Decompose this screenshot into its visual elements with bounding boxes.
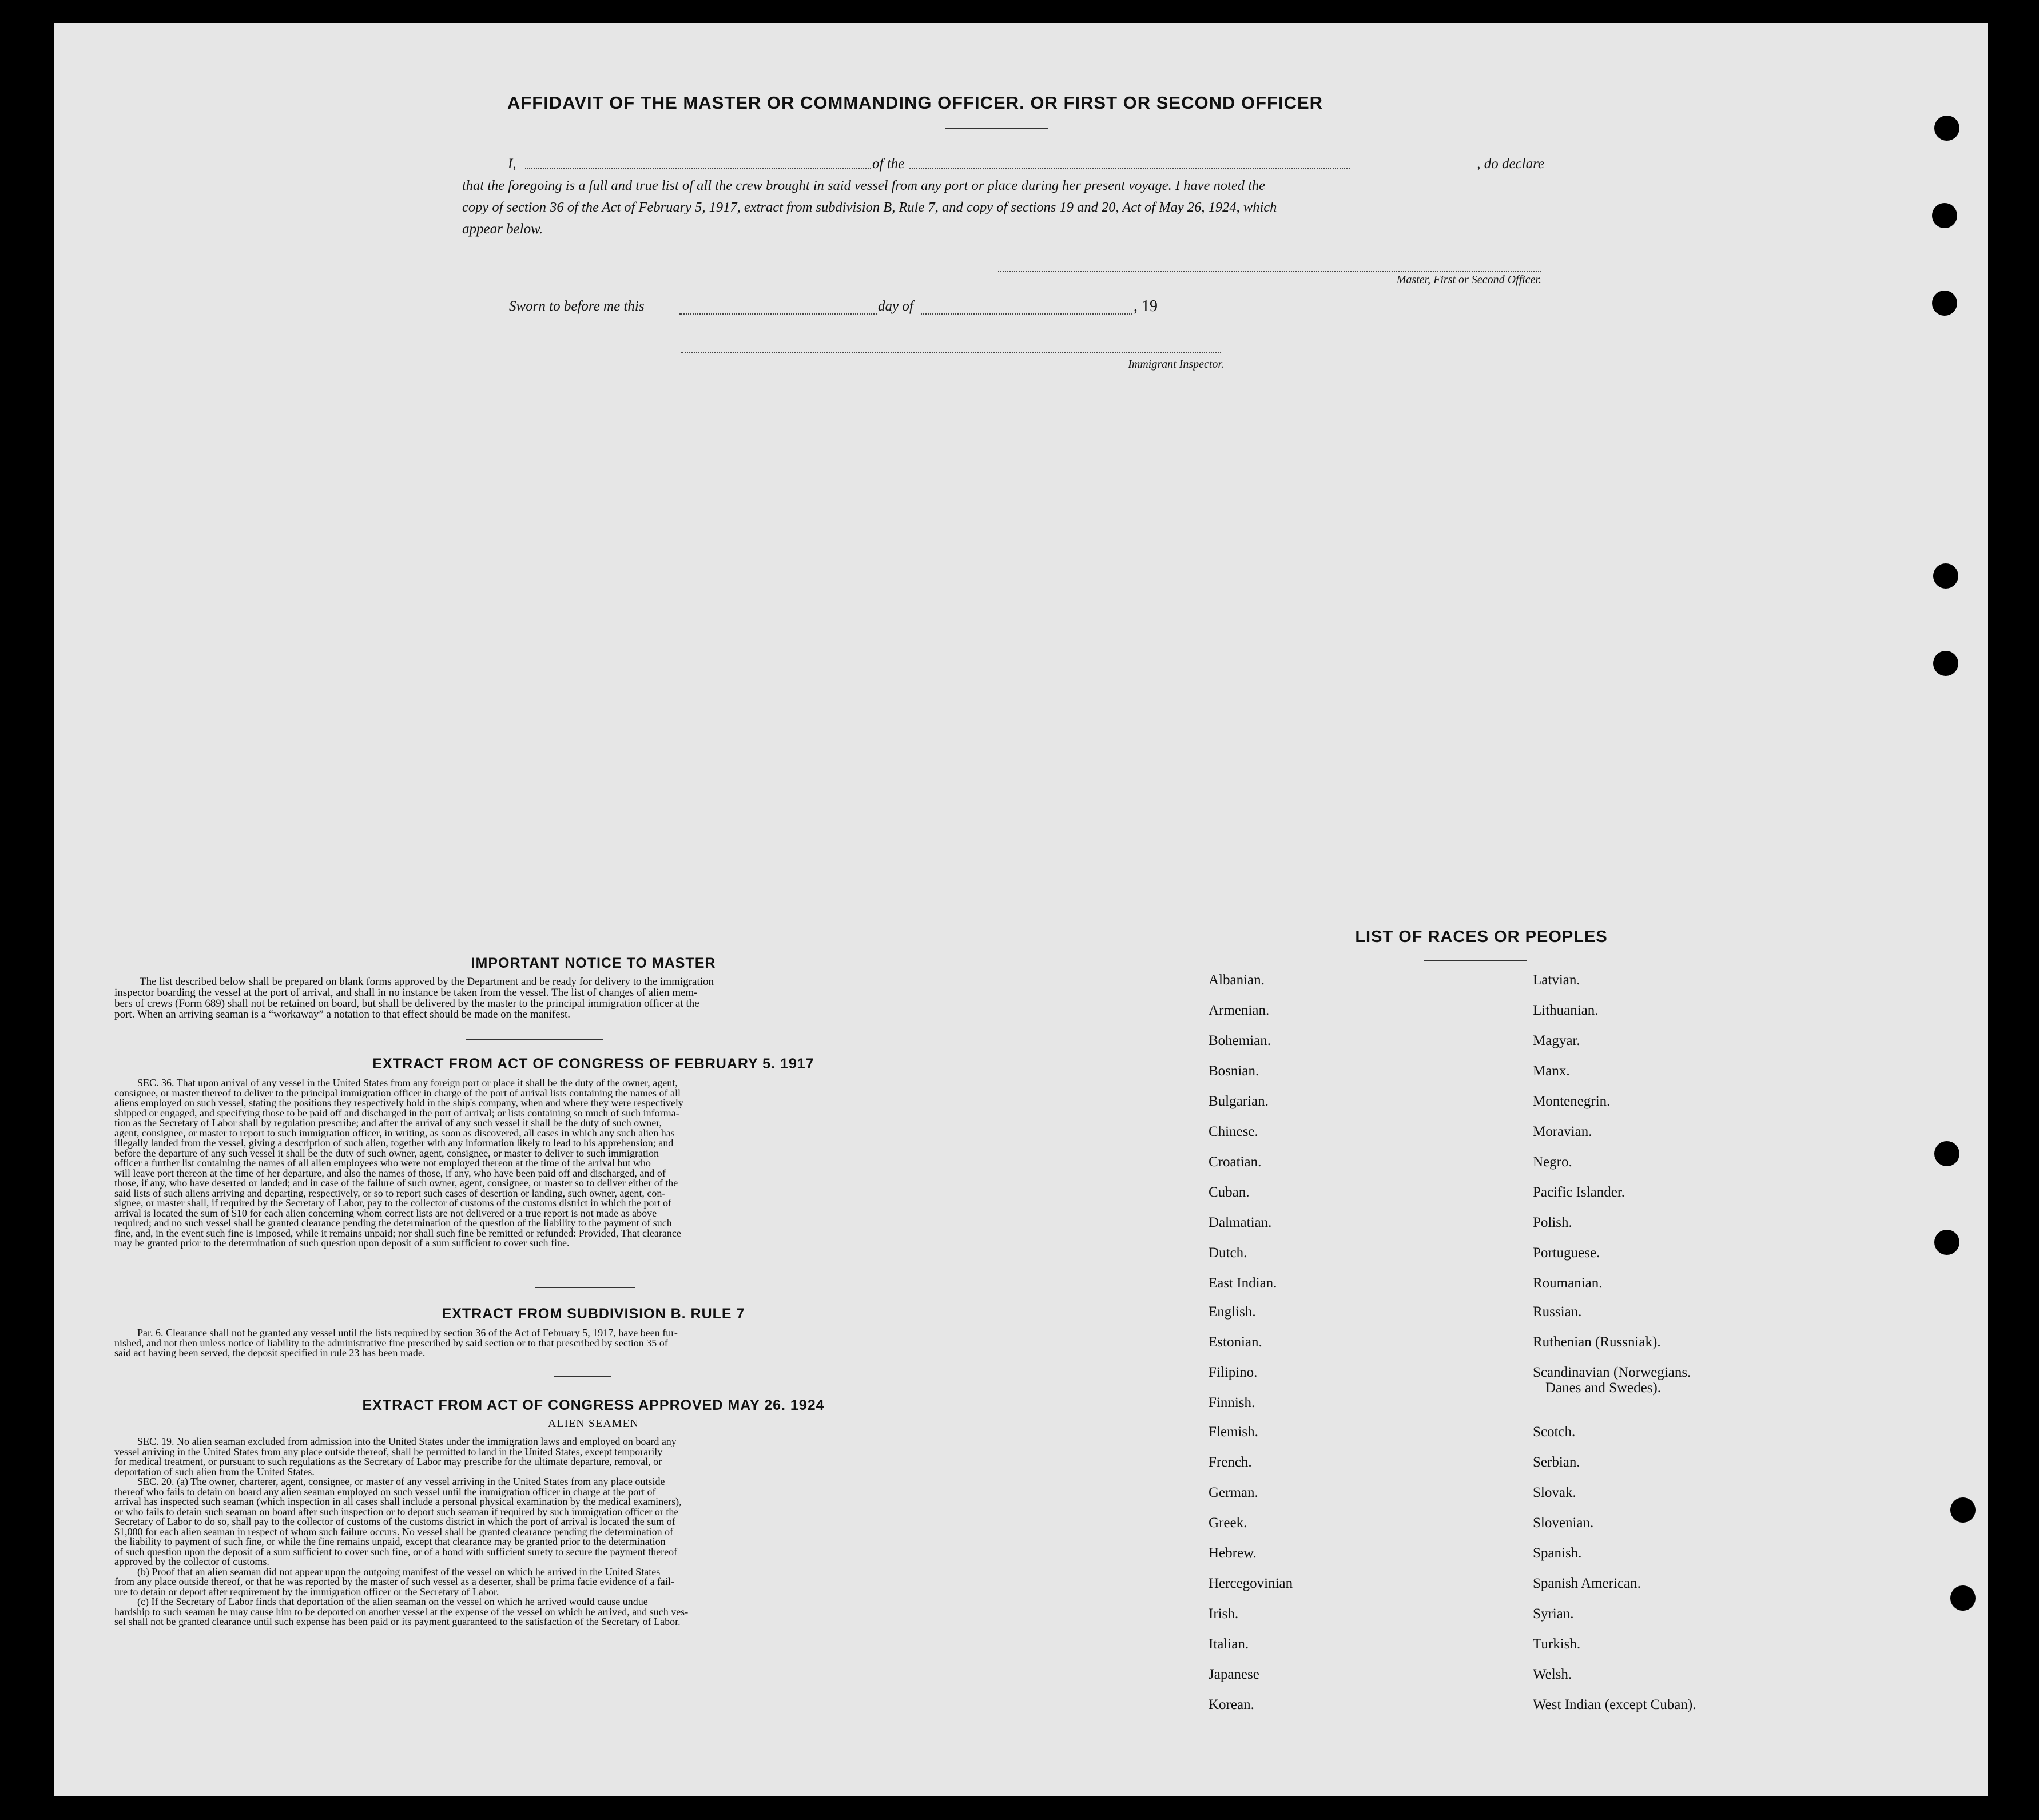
vessel-field[interactable] (909, 157, 1350, 169)
text-line: consignee, or master thereof to deliver to the principal immigration officer in charge of the port of arrival lists containing the names of all (114, 1088, 681, 1098)
race-item: Serbian. (1533, 1455, 1580, 1470)
divider (1424, 960, 1527, 961)
race-item: Irish. (1209, 1606, 1239, 1622)
day-of-label: day of (878, 299, 913, 314)
affidavit-body (462, 153, 1544, 240)
inspector-signature-field[interactable] (681, 343, 1221, 353)
text-line: from any place outside thereof, or that he was reported by the master of such vessel as a deserter, shall be prima facie evidence of a fail- (114, 1577, 674, 1587)
race-item: Hebrew. (1209, 1545, 1257, 1561)
race-item: Armenian. (1209, 1003, 1270, 1018)
race-item: Scotch. (1533, 1424, 1576, 1440)
text-line: tion as the Secretary of Labor shall by regulation prescribe; and after the arrival of any such vessel it shall be the duty of such owner, (114, 1118, 662, 1128)
text-line: SEC. 36. That upon arrival of any vessel in the United States from any foreign port or place it shall be the duty of the owner, agent, (137, 1078, 678, 1088)
text-line: Par. 6. Clearance shall not be granted any vessel until the lists required by section 36 of the Act of February 5, 1917, have been fur- (137, 1328, 678, 1338)
race-item: Hercegovinian (1209, 1576, 1293, 1591)
text-line: signee, or master shall, if required by the Secretary of Labor, pay to the collector of customs of the customs district in which the port of (114, 1198, 672, 1209)
text-line: those, if any, who have deserted or landed; and in case of the failure of such owner, agent, consignee, or master so to deliver either of the (114, 1178, 678, 1189)
year-label: , 19 (1134, 297, 1158, 315)
race-item: East Indian. (1209, 1275, 1277, 1291)
text-line: officer a further list containing the names of all alien employees who were not employed thereon at the time of the arrival but who (114, 1158, 651, 1169)
race-item: Turkish. (1533, 1636, 1581, 1652)
race-item: Slovenian. (1533, 1515, 1594, 1531)
text-line: aliens employed on such vessel, stating the positions they respectively hold in the ship's company, when and where they were respectively (114, 1098, 683, 1108)
rule7-title: EXTRACT FROM SUBDIVISION B. RULE 7 (442, 1306, 745, 1322)
races-title: LIST OF RACES OR PEOPLES (1355, 928, 1608, 946)
race-item: Syrian. (1533, 1606, 1574, 1622)
text-line: may be granted prior to the determination of such question upon deposit of a sum sufficient to cover such fine. (114, 1238, 570, 1249)
race-item: Slovak. (1533, 1485, 1576, 1500)
text-line: hardship to such seaman he may cause him to be deported on another vessel at the expense of the vessel on which he arrived, and such ves- (114, 1607, 689, 1617)
sworn-label: Sworn to before me this (509, 299, 645, 314)
race-item: Spanish American. (1533, 1576, 1641, 1591)
text-line: $1,000 for each alien seaman in respect of whom such failure occurs. No vessel shall be granted clearance pending the determination of (114, 1527, 674, 1537)
race-item: Roumanian. (1533, 1275, 1603, 1291)
race-item: Chinese. (1209, 1124, 1258, 1139)
race-item: Lithuanian. (1533, 1003, 1599, 1018)
text-line: (c) If the Secretary of Labor finds that deportation of the alien seaman on the vessel on which he arrived would cause undue (137, 1597, 648, 1607)
text-line: said act having been served, the deposit specified in rule 23 has been made. (114, 1348, 426, 1358)
text-line: The list described below shall be prepared on blank forms approved by the Department and be ready for delivery to the immigration (140, 976, 714, 988)
affidavit-line: that the foregoing is a full and true list of all the crew brought in said vessel from any port or place during her present voyage. I have noted the (462, 178, 1266, 193)
race-item: Cuban. (1209, 1185, 1250, 1200)
race-item: French. (1209, 1455, 1252, 1470)
text-line: will leave port thereon at the time of her departure, and also the names of those, if any, who have been paid off and discharged, and of (114, 1168, 666, 1178)
race-item: Finnish. (1209, 1395, 1255, 1410)
text-line: SEC. 19. No alien seaman excluded from admission into the United States under the immigration laws and employed on board any (137, 1437, 677, 1447)
race-item: Moravian. (1533, 1124, 1592, 1139)
race-item: Russian. (1533, 1304, 1582, 1320)
text-line: of such question upon the deposit of a sum sufficient to cover such fine, or of a bond with sufficient surety to secure the payment thereof (114, 1547, 678, 1557)
race-item: Flemish. (1209, 1424, 1258, 1440)
race-item: Dutch. (1209, 1245, 1247, 1261)
sworn-day-field[interactable] (679, 303, 877, 315)
race-item: Welsh. (1533, 1667, 1572, 1682)
race-item: West Indian (except Cuban). (1533, 1697, 1696, 1712)
affidavit-line: copy of section 36 of the Act of February 5, 1917, extract from subdivision B, Rule 7, and copy of sections 19 and 20, Act of May 26, 1924, which (462, 200, 1277, 215)
race-item: Latvian. (1533, 972, 1580, 988)
race-item: Croatian. (1209, 1154, 1262, 1170)
affidavit-line: appear below. (462, 221, 543, 237)
race-item: Dalmatian. (1209, 1215, 1272, 1230)
race-item: Korean. (1209, 1697, 1254, 1712)
race-item: Magyar. (1533, 1033, 1580, 1048)
divider (554, 1376, 611, 1377)
text-line: arrival has inspected such seaman (which inspection in all cases shall include a personal physical examination by the medical examiners), (114, 1497, 682, 1507)
text-line: fine, and, in the event such fine is imposed, while it remains unpaid; nor shall such fine be remitted or refunded: Provided, That clearance (114, 1228, 681, 1238)
race-item: Ruthenian (Russniak). (1533, 1334, 1661, 1350)
rule7-text (114, 1328, 961, 1358)
text-line: for medical treatment, or pursuant to such regulations as the Secretary of Labor may prescribe for the ultimate departure, removal, or (114, 1457, 662, 1467)
race-item: Albanian. (1209, 972, 1265, 988)
text-line: SEC. 20. (a) The owner, charterer, agent, consignee, or master of any vessel arriving in the United States from any place outside (137, 1477, 665, 1487)
race-item: Polish. (1533, 1215, 1572, 1230)
race-item: Filipino. (1209, 1365, 1258, 1380)
text-line: vessel arriving in the United States from any place outside thereof, shall be permitted to land in the United States, except temporarily (114, 1447, 663, 1457)
race-item: Estonian. (1209, 1334, 1262, 1350)
race-item: Scandinavian (Norwegians. (1533, 1365, 1691, 1380)
name-field[interactable] (525, 157, 871, 169)
text-line: shipped or engaged, and specifying those to be paid off and discharged in the port of arrival; or lists containing so much of such informa- (114, 1108, 679, 1118)
extract-1917-text (114, 1078, 961, 1249)
extract-1924-subtitle: ALIEN SEAMEN (547, 1417, 639, 1430)
race-item: Japanese (1209, 1667, 1259, 1682)
race-item: Bohemian. (1209, 1033, 1271, 1048)
text-line: illegally landed from the vessel, giving a description of such alien, together with any information likely to lead to his apprehension; and (114, 1138, 674, 1149)
text-line: (b) Proof that an alien seaman did not appear upon the outgoing manifest of the vessel on which he arrived in the United States (137, 1567, 661, 1577)
punch-hole (1934, 116, 1959, 141)
race-item: Montenegrin. (1533, 1094, 1611, 1109)
race-item: Manx. (1533, 1063, 1570, 1079)
affidavit-title: AFFIDAVIT OF THE MASTER OR COMMANDING OFFICER. OR FIRST OR SECOND OFFICER (507, 93, 1323, 113)
divider (945, 128, 1048, 129)
punch-hole (1933, 651, 1958, 676)
race-item: Pacific Islander. (1533, 1185, 1625, 1200)
i-label: I, (508, 156, 516, 172)
race-item: Portuguese. (1533, 1245, 1600, 1261)
punch-hole (1932, 203, 1957, 228)
text-line: Secretary of Labor to do so, shall pay to the collector of customs of the customs district in which the port of arrival is located the sum of (114, 1517, 675, 1527)
text-line: ure to detain or deport after requirement by the immigration officer or the Secretary of Labor. (114, 1587, 499, 1597)
text-line: or who fails to detain such seaman on board after such inspection or to deport such seaman if required by such immigration officer or the (114, 1507, 679, 1517)
extract-1917-title: EXTRACT FROM ACT OF CONGRESS OF FEBRUARY 5. 1917 (372, 1056, 814, 1072)
race-item: Bosnian. (1209, 1063, 1259, 1079)
master-signature-field[interactable] (998, 262, 1541, 272)
punch-hole (1932, 291, 1957, 316)
punch-hole (1933, 563, 1958, 589)
divider (466, 1039, 603, 1040)
race-item: Greek. (1209, 1515, 1247, 1531)
race-item: German. (1209, 1485, 1258, 1500)
punch-hole (1934, 1230, 1959, 1255)
text-line: bers of crews (Form 689) shall not be retained on board, but shall be delivered by the master to the principal immigration officer at the (114, 998, 699, 1010)
extract-1924-title: EXTRACT FROM ACT OF CONGRESS APPROVED MAY 26. 1924 (362, 1397, 825, 1413)
race-item: Danes and Swedes). (1545, 1380, 1662, 1396)
text-line: said lists of such aliens arriving and departing, respectively, or so to report such cases of desertion or landing, such owner, agent, con- (114, 1188, 666, 1198)
text-line: approved by the collector of customs. (114, 1557, 269, 1567)
inspector-caption: Immigrant Inspector. (1128, 358, 1224, 371)
notice-title: IMPORTANT NOTICE TO MASTER (471, 955, 716, 971)
declare-label: , do declare (1477, 156, 1544, 172)
text-line: required; and no such vessel shall be granted clearance pending the determination of the question of the liability to the payment of such (114, 1218, 672, 1229)
text-line: arrival is located the sum of $10 for each alien concerning whom correct lists are not delivered or a true report is not made as above (114, 1208, 657, 1218)
race-item: English. (1209, 1304, 1256, 1320)
of-the-label: of the (872, 156, 905, 172)
text-line: thereof who fails to detain on board any alien seaman employed on such vessel until the immigration officer in charge at the port of (114, 1487, 656, 1497)
race-item: Bulgarian. (1209, 1094, 1269, 1109)
text-line: inspector boarding the vessel at the port of arrival, and shall in no instance be taken from the vessel. The list of changes of alien mem- (114, 987, 698, 999)
master-caption: Master, First or Second Officer. (1396, 273, 1541, 286)
text-line: deportation of such alien from the United States. (114, 1467, 315, 1477)
text-line: the liability to payment of such fine, or while the fine remains unpaid, except that clearance may be granted prior to the determination (114, 1537, 666, 1547)
text-line: port. When an arriving seaman is a “workaway” a notation to that effect should be made on the manifest. (114, 1008, 571, 1020)
punch-hole (1950, 1497, 1976, 1523)
text-line: sel shall not be granted clearance until such expense has been paid or its payment guaranteed to the satisfaction of the Secretary of Labor. (114, 1617, 681, 1627)
text-line: nished, and not then unless notice of liability to the administrative fine prescribed by said section or to that prescribed by section 35 of (114, 1338, 668, 1348)
punch-hole (1950, 1585, 1976, 1611)
text-line: agent, consignee, or master to report to such immigration officer, in writing, as soon as discovered, all cases in which any such alien has (114, 1128, 675, 1138)
extract-1924-text (114, 1437, 961, 1627)
punch-hole (1934, 1141, 1959, 1166)
sworn-month-field[interactable] (921, 303, 1132, 315)
race-item: Negro. (1533, 1154, 1572, 1170)
text-line: before the departure of any such vessel it shall be the duty of such owner, agent, consignee, or master to deliver to such immigration (114, 1148, 659, 1158)
race-item: Spanish. (1533, 1545, 1582, 1561)
notice-text (114, 976, 961, 1020)
race-item: Italian. (1209, 1636, 1249, 1652)
divider (535, 1287, 635, 1288)
